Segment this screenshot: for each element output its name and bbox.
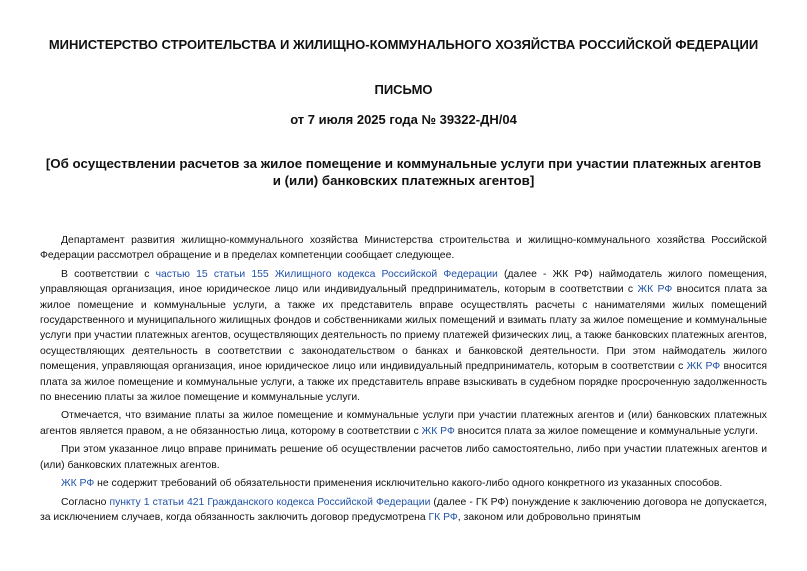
link-zhk-article-155[interactable]: частью 15 статьи 155 Жилищного кодекса Российской Федерации [155,268,498,280]
paragraph-3 [40,408,767,439]
paragraph-5 [40,476,767,491]
link-gk-article-421[interactable]: пункту 1 статьи 421 Гражданского кодекса Российской Федерации [109,496,431,508]
paragraph-text: , законом или добровольно принятым [457,511,641,523]
paragraph-text: вносится плата за жилое помещение и коммунальные услуги, а также их представитель вправе взыскивать в судебном порядке просроченную задолженность по внесению платы за жилое помещение и коммунальные услуги. [40,361,768,404]
paragraph-2 [40,267,767,406]
paragraph-text: Отмечается, что взимание платы за жилое помещение и коммунальные услуги при участии платежных агентов и (или) банковских платежных агентов является правом, а не обязанностью лица, которому в соответствии с [40,410,767,437]
link-zhk-rf[interactable]: ЖК РФ [686,361,721,373]
document-date-number: от 7 июля 2025 года № 39322-ДН/04 [290,112,517,127]
paragraph-text: не содержит требований об обязательности применения исключительно какого-либо одного конкретного из указанных способов. [94,478,723,490]
paragraph-text: (далее - ЖК РФ) наймодатель жилого помещения, управляющая организация, иное юридическое лицо или индивидуальный предприниматель, которым в соответствии с [40,268,767,296]
document-type: ПИСЬМО [374,82,433,97]
link-gk-rf[interactable]: ГК РФ [428,511,458,523]
link-zhk-rf[interactable]: ЖК РФ [637,284,673,296]
document-body [40,233,767,528]
document-title: [Об осуществлении расчетов за жилое помещение и коммунальные услуги при участии платежных агентов и (или) банковских платежных агентов] [45,156,762,188]
link-zhk-rf[interactable]: ЖК РФ [421,425,455,437]
paragraph-1: Департамент развития жилищно-коммунального хозяйства Министерства строительства и жилищно-коммунального хозяйства Российской Федерации рассмотрел обращение и в пределах компетенции сообщает следующее. [40,235,767,262]
paragraph-text: В соответствии с [61,268,156,280]
paragraph-text: вносится плата за жилое помещение и коммунальные услуги, а также их представитель вправе осуществлять расчеты с нанимателями жилых помещений государственного и муниципального жилищных фондов и собственниками жилых помещений и взимать плату за жилое помещение и коммунальные услуги при участии платежных агентов, осуществляющих деятельность по приему платежей физических лиц, а также банковских платежных агентов, осуществляющих деятельность в соответствии с законодательством о банках и банковской деятельности. При этом наймодатель жилого помещения, управляющая организация, иное юридическое лицо или индивидуальный предприниматель, которым в соответствии с [40,284,767,373]
paragraph-4: При этом указанное лицо вправе принимать решение об осуществлении расчетов либо самостоятельно, либо при участии платежных агентов и (или) банковских платежных агентов. [40,444,767,471]
ministry-name: МИНИСТЕРСТВО СТРОИТЕЛЬСТВА И ЖИЛИЩНО-КОММУНАЛЬНОГО ХОЗЯЙСТВА РОССИЙСКОЙ ФЕДЕРАЦИИ [48,37,759,52]
paragraph-6 [40,495,767,526]
link-zhk-rf[interactable]: ЖК РФ [61,478,95,490]
paragraph-text: вносится плата за жилое помещение и коммунальные услуги. [454,425,758,437]
paragraph-text: Согласно [61,496,110,508]
paragraph-text: (далее - ГК РФ) понуждение к заключению договора не допускается, за исключением случаев, когда обязанность заключить договор предусмотрена [40,496,767,523]
